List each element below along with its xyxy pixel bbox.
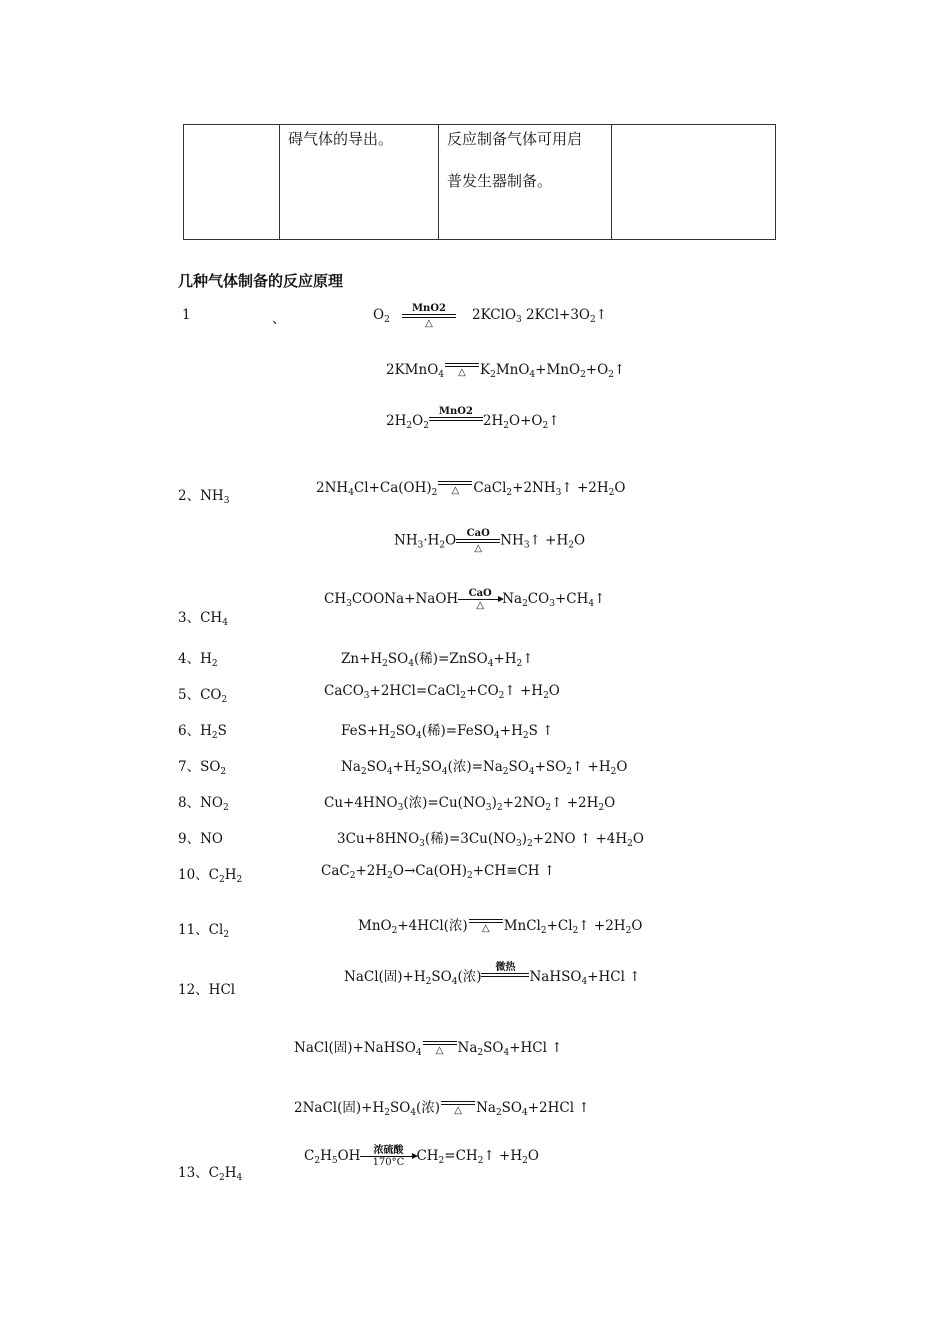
item-2-number: 2、$NH_3$ (178, 488, 230, 506)
section-heading: 几种气体制备的反应原理 (178, 272, 344, 290)
item-8-equation: $Cu+4HNO_3$(浓)$=Cu(NO_3)_2+2NO_2↑ +2H_2O$ (324, 795, 616, 813)
item-1b-equation: 2KMnO$_4$ △ $K_2MnO_4+MnO_2+O_2↑$ (386, 362, 626, 380)
item-9-number: 9、NO (178, 831, 223, 847)
item-7-number: 7、$SO_2$ (178, 759, 227, 777)
item-4-equation: $Zn+H_2SO_4$(稀)$=ZnSO_4+H_2↑$ (341, 651, 534, 669)
item-11-number: 11、$Cl_2$ (178, 922, 230, 940)
item-6-equation: $FeS+H_2SO_4$(稀)$=FeSO_4+H_2S$ ↑ (341, 723, 554, 741)
cell-3-line2: 普发生器制备。 (447, 172, 553, 190)
cell-3-line1: 反应制备气体可用启 (447, 130, 583, 148)
item-5-number: 5、$CO_2$ (178, 687, 228, 705)
item-4-number: 4、$H_2$ (178, 651, 218, 669)
heat-symbol: △ (425, 318, 433, 329)
item-6-number: 6、$H_2S$ (178, 723, 227, 741)
item-3-equation: $CH_3COONa+NaOH$ CaO △ $Na_2CO_3+CH_4↑$ (324, 588, 606, 611)
item-1c-equation: $2H_2O_2$ MnO2 $2H_2O+O_2↑$ (386, 406, 560, 431)
table-cell-1 (184, 125, 280, 240)
table-cell-2 (280, 125, 439, 240)
item-3-number: 3、$CH_4$ (178, 610, 228, 628)
item-12-equation: NaCl(固)$+H_2SO_4$(浓) 微热 NaHSO$_4$+HCl ↑ (344, 962, 641, 987)
item-1-number: 1 (182, 307, 191, 323)
table-cell-3 (439, 125, 612, 240)
catalyst-label: MnO2 (411, 303, 446, 314)
continuation-table (183, 124, 776, 240)
cell-2-text: 碍气体的导出。 (288, 130, 394, 148)
item-12-number: 12、HCl (178, 982, 236, 998)
item-2b-equation: $NH_3\cdot H_2O$ CaO △ $NH_3↑ +H_2O$ (394, 528, 586, 554)
item-11-equation: MnO$_2$+4HCl(浓) △ $MnCl_2+Cl_2↑ +2H_2O$ (358, 918, 643, 936)
item-10-number: 10、$C_2H_2$ (178, 867, 243, 885)
item-13-number: 13、$C_2H_4$ (178, 1165, 243, 1183)
item-10-equation: $CaC_2+2H_2O\to Ca(OH)_2+CH\equiv CH$ ↑ (321, 863, 556, 881)
item-1-condition (402, 303, 456, 329)
item-7-equation: $Na_2SO_4+H_2SO_4$(浓)$=Na_2SO_4+SO_2↑ +H_2O$ (341, 759, 628, 777)
item-5-equation: $CaCO_3+2HCl=CaCl_2+CO_2↑ +H_2O$ (324, 683, 560, 701)
item-13-equation: $C_2H_5OH$ 浓硫酸 170°C $CH_2=CH_2↑ +H_2O$ (304, 1145, 539, 1168)
item-12c-equation: 2NaCl(固)$+H_2SO_4$(浓) △ $Na_2SO_4+2HCl$ ↑ (294, 1100, 590, 1118)
item-2-equation: $2NH_4Cl+Ca(OH)_2$ △ $CaCl_2+2NH_3↑ +2H_2O$ (316, 480, 626, 498)
item-8-number: 8、$NO_2$ (178, 795, 229, 813)
item-12b-equation: NaCl(固)+NaHSO$_4$ △ $Na_2SO_4+HCl$ ↑ (294, 1040, 563, 1058)
item-1-equation: 2KClO$_3$ $2KCl+3O_2↑$ (472, 307, 608, 325)
item-1-gas: $O_2$ (373, 307, 390, 325)
item-9-equation: $3Cu+8HNO_3$(稀)$=3Cu(NO_3)_2+2NO$ ↑ $+4H_2O$ (337, 831, 644, 849)
table-cell-4 (612, 125, 776, 240)
item-1-separator: 、 (272, 311, 286, 327)
